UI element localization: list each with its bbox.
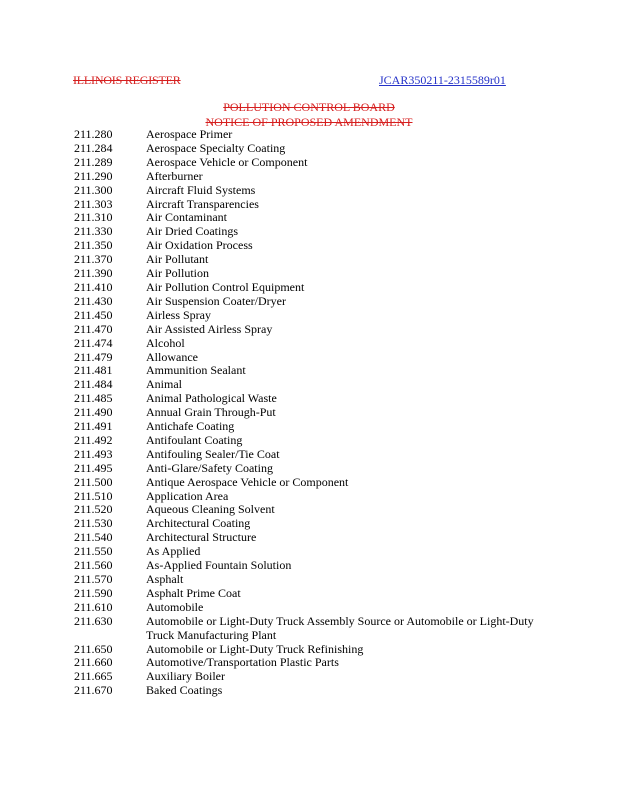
section-row xyxy=(74,670,554,684)
section-heading: Antifoulant Coating xyxy=(146,432,243,447)
section-number: 211.490 xyxy=(74,405,113,420)
section-row xyxy=(74,364,554,378)
section-heading: Aerospace Vehicle or Component xyxy=(146,154,308,169)
section-row xyxy=(74,392,554,406)
section-heading: Architectural Coating xyxy=(146,516,251,531)
section-row xyxy=(74,476,554,490)
section-row xyxy=(74,184,554,198)
section-row xyxy=(74,420,554,434)
section-number: 211.530 xyxy=(74,516,113,531)
section-row xyxy=(74,545,554,559)
section-heading: As Applied xyxy=(146,544,201,559)
section-row xyxy=(74,559,554,573)
section-heading: Automotive/Transportation Plastic Parts xyxy=(146,655,339,670)
section-heading: Automobile or Light-Duty Truck Assembly Source or Automobile or Light-Duty Truck Manufacturing Plant xyxy=(146,613,534,642)
section-heading: Asphalt Prime Coat xyxy=(146,585,241,600)
section-number: 211.370 xyxy=(74,252,113,267)
section-heading: Ammunition Sealant xyxy=(146,363,246,378)
section-heading: Asphalt xyxy=(146,572,184,586)
section-row xyxy=(74,281,554,295)
section-number: 211.481 xyxy=(74,363,113,378)
section-number: 211.665 xyxy=(74,669,113,684)
section-row xyxy=(74,128,554,142)
register-header: ILLINOIS REGISTER xyxy=(73,73,181,87)
section-number: 211.520 xyxy=(74,502,113,517)
section-number: 211.350 xyxy=(74,238,113,253)
section-row xyxy=(74,462,554,476)
section-number: 211.289 xyxy=(74,154,113,169)
section-heading: Airless Spray xyxy=(146,307,211,322)
section-number: 211.485 xyxy=(74,391,113,406)
section-number: 211.491 xyxy=(74,419,113,434)
section-row xyxy=(74,170,554,184)
section-number: 211.290 xyxy=(74,168,113,183)
section-number: 211.492 xyxy=(74,432,113,447)
section-row xyxy=(74,587,554,601)
agency-title: POLLUTION CONTROL BOARD xyxy=(223,100,395,114)
section-number: 211.500 xyxy=(74,474,113,489)
section-row xyxy=(74,531,554,545)
section-row xyxy=(74,267,554,281)
section-heading: Animal Pathological Waste xyxy=(146,391,277,406)
section-row xyxy=(74,684,554,698)
section-heading: Aqueous Cleaning Solvent xyxy=(146,502,275,517)
section-number: 211.660 xyxy=(74,655,113,670)
section-heading: Architectural Structure xyxy=(146,530,257,545)
section-heading: Air Dried Coatings xyxy=(146,224,238,239)
section-row xyxy=(74,351,554,365)
section-number: 211.284 xyxy=(74,140,113,155)
section-number: 211.410 xyxy=(74,279,113,294)
section-list xyxy=(74,128,554,698)
section-row xyxy=(74,378,554,392)
section-heading: Aircraft Transparencies xyxy=(146,196,259,211)
section-heading: Animal xyxy=(146,377,182,392)
section-number: 211.650 xyxy=(74,641,113,656)
section-row xyxy=(74,142,554,156)
section-heading: Aerospace Specialty Coating xyxy=(146,140,286,155)
section-heading: Air Suspension Coater/Dryer xyxy=(146,293,286,308)
section-number: 211.630 xyxy=(74,613,113,628)
section-row xyxy=(74,156,554,170)
section-number: 211.479 xyxy=(74,349,113,364)
section-row xyxy=(74,601,554,615)
section-heading: Auxiliary Boiler xyxy=(146,669,225,684)
section-row xyxy=(74,517,554,531)
section-row xyxy=(74,239,554,253)
section-row xyxy=(74,211,554,225)
section-heading: Air Pollutant xyxy=(146,252,209,267)
section-number: 211.550 xyxy=(74,544,113,559)
section-row xyxy=(74,503,554,517)
section-number: 211.493 xyxy=(74,446,113,461)
section-row xyxy=(74,337,554,351)
section-row xyxy=(74,309,554,323)
section-heading: Annual Grain Through-Put xyxy=(146,405,276,420)
section-row xyxy=(74,656,554,670)
section-heading: Anti-Glare/Safety Coating xyxy=(146,460,273,475)
section-number: 211.495 xyxy=(74,460,113,475)
section-number: 211.610 xyxy=(74,599,113,614)
section-heading: Aerospace Primer xyxy=(146,127,233,141)
section-row xyxy=(74,448,554,462)
section-number: 211.450 xyxy=(74,307,113,322)
section-number: 211.560 xyxy=(74,558,113,573)
section-heading: Aircraft Fluid Systems xyxy=(146,182,256,197)
section-row xyxy=(74,615,554,643)
section-row xyxy=(74,225,554,239)
section-heading: Automobile xyxy=(146,599,204,614)
section-heading: Application Area xyxy=(146,488,229,503)
section-row xyxy=(74,198,554,212)
section-heading: Air Oxidation Process xyxy=(146,238,253,253)
section-number: 211.430 xyxy=(74,293,113,308)
section-number: 211.590 xyxy=(74,585,113,600)
section-number: 211.510 xyxy=(74,488,113,503)
document-title xyxy=(0,100,618,129)
section-heading: Baked Coatings xyxy=(146,683,223,698)
section-number: 211.310 xyxy=(74,210,113,225)
section-row xyxy=(74,406,554,420)
section-number: 211.470 xyxy=(74,321,113,336)
section-number: 211.330 xyxy=(74,224,113,239)
section-number: 211.303 xyxy=(74,196,113,211)
section-row xyxy=(74,490,554,504)
section-heading: Air Contaminant xyxy=(146,210,227,225)
section-heading: Afterburner xyxy=(146,168,203,183)
section-heading: Air Assisted Airless Spray xyxy=(146,321,273,336)
section-heading: As-Applied Fountain Solution xyxy=(146,558,292,573)
section-row xyxy=(74,323,554,337)
jcar-document-id[interactable]: JCAR350211-2315589r01 xyxy=(379,73,506,87)
section-number: 211.280 xyxy=(74,127,113,141)
section-row xyxy=(74,253,554,267)
section-heading: Air Pollution Control Equipment xyxy=(146,279,305,294)
section-row xyxy=(74,295,554,309)
section-heading: Antifouling Sealer/Tie Coat xyxy=(146,446,280,461)
section-heading: Allowance xyxy=(146,349,198,364)
section-number: 211.540 xyxy=(74,530,113,545)
section-number: 211.670 xyxy=(74,683,113,698)
section-heading: Antique Aerospace Vehicle or Component xyxy=(146,474,349,489)
section-number: 211.474 xyxy=(74,335,113,350)
section-number: 211.390 xyxy=(74,266,113,281)
section-heading: Alcohol xyxy=(146,335,185,350)
section-row xyxy=(74,643,554,657)
notice-title: NOTICE OF PROPOSED AMENDMENT xyxy=(205,115,413,129)
section-row xyxy=(74,573,554,587)
section-heading: Automobile or Light-Duty Truck Refinishing xyxy=(146,641,364,656)
section-number: 211.570 xyxy=(74,572,113,586)
section-number: 211.300 xyxy=(74,182,113,197)
section-number: 211.484 xyxy=(74,377,113,392)
section-heading: Air Pollution xyxy=(146,266,210,281)
section-heading: Antichafe Coating xyxy=(146,419,235,434)
section-row xyxy=(74,434,554,448)
